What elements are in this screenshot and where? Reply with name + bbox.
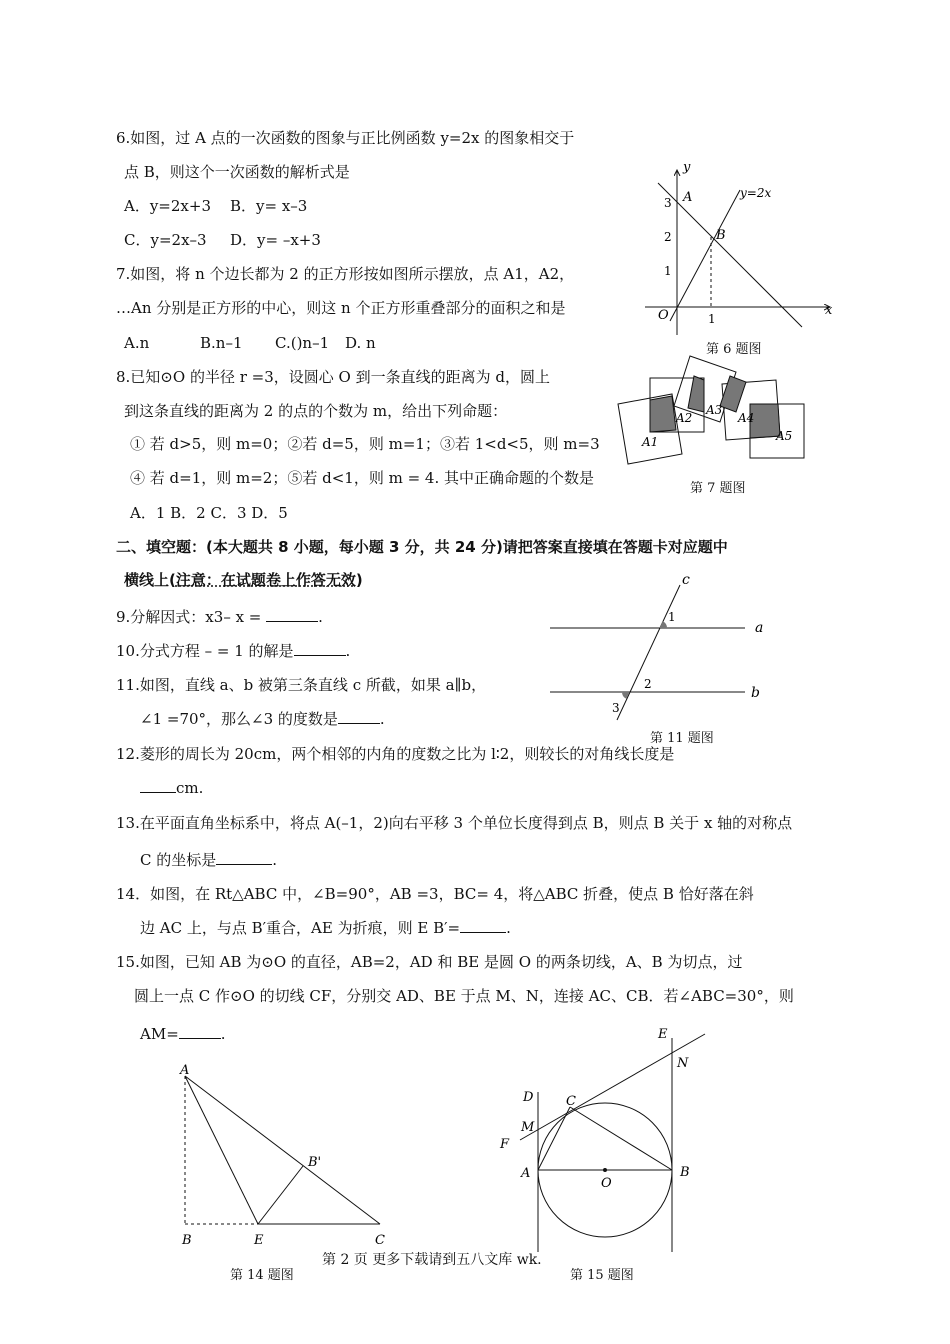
q14-side-ac: [185, 1076, 380, 1224]
q7-label-a4: A4: [738, 411, 755, 425]
q15-answer-blank[interactable]: [179, 1024, 221, 1039]
q11-line2: [140, 709, 385, 729]
q6-option-c: C．y=2x–3: [124, 231, 207, 249]
q8-line3: ① 若 d>5，则 m=0；②若 d=5，则 m=1；③若 1<d<5，则 m=3: [130, 435, 600, 453]
q12-answer-blank[interactable]: [140, 778, 176, 793]
q6-caption: 第 6 题图: [706, 342, 762, 357]
q6-label-x: x: [825, 303, 833, 318]
q7-label-a2: A2: [676, 411, 693, 425]
q7-option-a: A.n: [124, 334, 150, 352]
q11-label-3: 3: [612, 701, 620, 715]
q10-line: [116, 641, 350, 661]
q11-label-1: 1: [668, 610, 676, 624]
q10-text: 10.分式方程 – = 1 的解是: [116, 642, 294, 660]
q13-line1: 13.在平面直角坐标系中，将点 A(–1，2)向右平移 3 个单位长度得到点 B，则点 B 关于 x 轴的对称点: [116, 814, 793, 832]
q15-chord-ac: [538, 1107, 570, 1170]
q15-label-e: E: [658, 1027, 668, 1042]
q11-label-2: 2: [644, 677, 652, 691]
q7-overlap-1: [650, 396, 676, 432]
q15-label-a: A: [521, 1166, 531, 1181]
q10-end: .: [345, 642, 351, 660]
q13-line2: [140, 850, 277, 870]
q15-line1: 15.如图，已知 AB 为⊙O 的直径，AB=2，AD 和 BE 是圆 O 的两条切线，A、B 为切点，过: [116, 953, 743, 971]
q7-overlap-2: [688, 376, 704, 412]
q10-answer-blank[interactable]: [294, 641, 346, 656]
q6-line-ab: [658, 183, 802, 327]
q6-option-b: B．y= x–3: [230, 197, 308, 215]
q11-text: ∠1 =70°，那么∠3 的度数是: [140, 710, 338, 728]
q14-figure: [170, 1058, 400, 1253]
q6-label-y: y: [683, 160, 691, 175]
q14-text: 边 AC 上，与点 B′重合，AE 为折痕，则 E B′=: [140, 919, 461, 937]
q15-label-b: B: [680, 1165, 690, 1180]
q15-label-n: N: [677, 1056, 689, 1071]
q11-line-c: [617, 585, 680, 720]
q14-fold-ae: [185, 1076, 258, 1224]
q7-overlap-3: [720, 376, 746, 412]
q15-label-f: F: [500, 1137, 510, 1152]
q15-line2: 圆上一点 C 作⊙O 的切线 CF，分别交 AD、BE 于点 M、N，连接 AC、CB．若∠ABC=30°，则: [134, 987, 794, 1005]
q15-chord-cb: [570, 1107, 672, 1170]
q7-line2: …An 分别是正方形的中心，则这 n 个正方形重叠部分的面积之和是: [116, 299, 566, 317]
page-footer: 第 2 页 更多下载请到五八文库 wk.: [322, 1252, 542, 1268]
q14-line2: [140, 918, 511, 938]
q15-tangent-cf: [520, 1034, 705, 1140]
q8-line2: 到这条直线的距离为 2 的点的个数为 m，给出下列命题：: [124, 402, 508, 420]
q7-line1: 7.如图，将 n 个边长都为 2 的正方形按如图所示摆放，点 A1，A2，: [116, 265, 575, 283]
q8-line4: ④ 若 d=1，则 m=2；⑤若 d<1，则 m = 4. 其中正确命题的个数是: [130, 469, 595, 487]
q15-label-c: C: [566, 1094, 576, 1109]
q9-end: .: [318, 608, 323, 626]
q14-caption: 第 14 题图: [230, 1268, 294, 1283]
q6-tick-3: 3: [664, 196, 672, 210]
q13-answer-blank[interactable]: [216, 850, 272, 865]
q11-angle-1: [660, 621, 668, 628]
q9-answer-blank[interactable]: [266, 607, 318, 622]
q11-end: .: [379, 710, 385, 728]
q6-label-line: y=2x: [740, 186, 772, 200]
q7-option-d: D. n: [345, 334, 376, 352]
q6-label-a: A: [683, 190, 693, 205]
q15-label-o: O: [601, 1176, 612, 1191]
q15-label-d: D: [523, 1090, 534, 1105]
q12-line2: [140, 778, 203, 798]
q6-tick-2: 2: [664, 230, 672, 244]
q6-line2: 点 B，则这个一次函数的解析式是: [124, 163, 350, 181]
q11-figure: [545, 570, 775, 730]
q15-figure: [490, 1020, 720, 1270]
q7-option-b: B.n–1: [200, 334, 243, 352]
section2-note: [124, 570, 363, 590]
q15-end: .: [220, 1025, 226, 1043]
q12-unit: cm.: [176, 779, 204, 797]
q12-line1: 12.菱形的周长为 20cm，两个相邻的内角的度数之比为 l∶2，则较长的对角线长度是: [116, 745, 675, 763]
q8-options: A．1 B．2 C．3 D．5: [130, 504, 288, 522]
q11-line1: 11.如图，直线 a、b 被第三条直线 c 所截，如果 a∥b，: [116, 676, 487, 694]
q15-label-m: M: [521, 1120, 535, 1135]
q14-label-a: A: [180, 1063, 190, 1078]
q14-seg-eb: [258, 1166, 303, 1224]
q13-end: .: [272, 851, 278, 869]
q15-caption: 第 15 题图: [570, 1268, 634, 1283]
q14-label-c: C: [375, 1233, 385, 1248]
q11-caption: 第 11 题图: [650, 731, 714, 746]
section2-heading: 二、填空题：(本大题共 8 小题，每小题 3 分，共 24 分)请把答案直接填在答题卡对应题中: [116, 538, 728, 556]
q6-option-a: A．y=2x+3: [124, 197, 211, 215]
q7-figure: [612, 352, 812, 477]
q6-line1: 6.如图，过 A 点的一次函数的图象与正比例函数 y=2x 的图象相交于: [116, 129, 575, 147]
q6-option-d: D．y= –x+3: [230, 231, 321, 249]
q7-label-a1: A1: [642, 435, 659, 449]
section2-note-close: ): [355, 571, 363, 589]
q7-label-a3: A3: [706, 403, 723, 417]
q14-line1: 14．如图，在 Rt△ABC 中，∠B=90°，AB =3，BC= 4，将△ABC 折叠，使点 B 恰好落在斜: [116, 885, 754, 903]
q14-label-bp: B': [308, 1155, 322, 1170]
q11-label-b: b: [751, 685, 760, 701]
section2-note-warning: 注意：在试题卷上作答无效: [175, 571, 356, 589]
q9-line: [116, 607, 323, 627]
q6-label-b: B: [716, 228, 726, 243]
section2-note-open: 横线上(: [124, 571, 176, 589]
q14-answer-blank[interactable]: [460, 918, 506, 933]
q6-label-o: O: [658, 308, 669, 323]
q7-option-c: C.()n–1: [275, 334, 330, 352]
q7-label-a5: A5: [776, 429, 793, 443]
q9-text: 9.分解因式：x3– x =: [116, 608, 262, 626]
q11-answer-blank[interactable]: [338, 709, 380, 724]
q13-text: C 的坐标是: [140, 851, 217, 869]
q14-label-e: E: [254, 1233, 264, 1248]
q11-label-c: c: [682, 572, 690, 588]
q15-center-dot: [603, 1168, 607, 1172]
q6-tick-1: 1: [664, 264, 672, 278]
q14-end: .: [506, 919, 511, 937]
q14-label-b: B: [182, 1233, 192, 1248]
q6-tick-x1: 1: [708, 312, 716, 326]
q11-label-a: a: [755, 620, 764, 636]
q6-figure: [630, 155, 850, 340]
q15-line3: [140, 1024, 226, 1044]
q6-line-y2x: [670, 190, 740, 321]
q15-text: AM=: [140, 1025, 179, 1043]
q8-line1: 8.已知⊙O 的半径 r =3，设圆心 O 到一条直线的距离为 d，圆上: [116, 368, 550, 386]
q7-caption: 第 7 题图: [690, 481, 746, 496]
